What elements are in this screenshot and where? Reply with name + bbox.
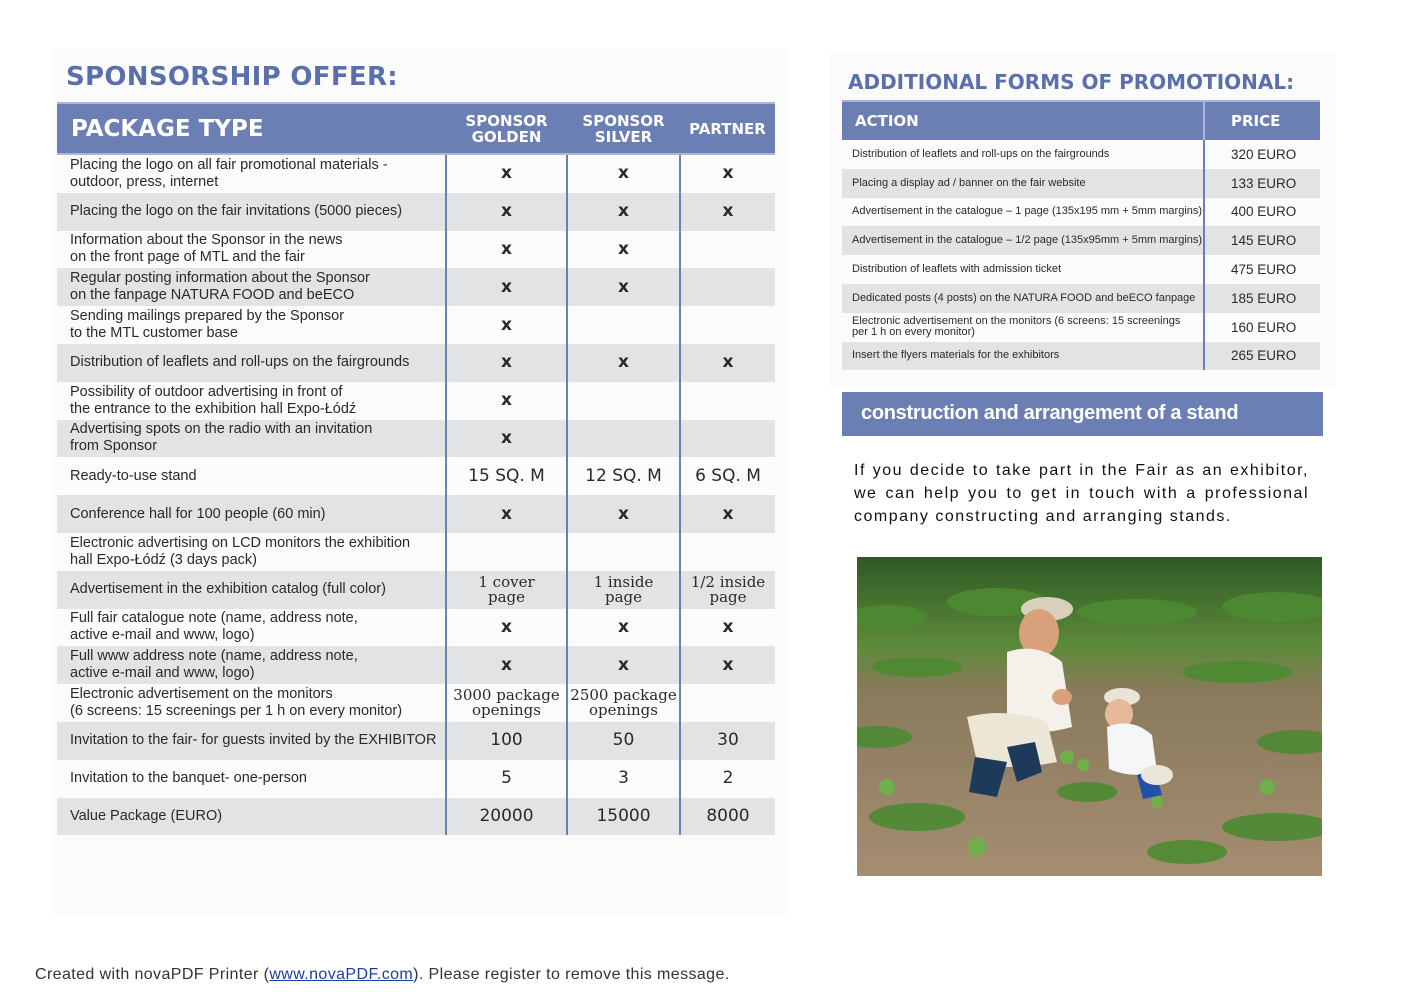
golden-cell: x	[446, 306, 567, 344]
silver-cell: 50	[567, 722, 680, 760]
price-cell: 145 EURO	[1204, 226, 1320, 255]
table-row	[57, 533, 775, 571]
table-row	[57, 154, 775, 193]
table-row	[57, 760, 775, 798]
sponsorship-title: SPONSORSHIP OFFER:	[66, 62, 398, 92]
silver-cell: x	[567, 154, 680, 193]
partner-cell: x	[680, 193, 775, 231]
stand-section-header: construction and arrangement of a stand	[842, 392, 1323, 436]
farm-photo	[857, 557, 1322, 876]
table-row	[842, 342, 1320, 371]
action-cell: Placing a display ad / banner on the fair website	[842, 169, 1204, 198]
partner-cell	[680, 306, 775, 344]
table-row	[57, 344, 775, 382]
partner-cell	[680, 268, 775, 306]
table-row	[842, 198, 1320, 227]
golden-cell: x	[446, 231, 567, 269]
partner-cell: 2	[680, 760, 775, 798]
feature-cell: Value Package (EURO)	[57, 798, 446, 836]
golden-cell: x	[446, 495, 567, 533]
partner-cell: x	[680, 344, 775, 382]
golden-cell: 1 cover page	[446, 571, 567, 609]
feature-cell: Invitation to the fair- for guests invited by the EXHIBITOR	[57, 722, 446, 760]
table-row	[842, 226, 1320, 255]
silver-cell	[567, 306, 680, 344]
table-row	[57, 306, 775, 344]
table-row	[842, 313, 1320, 342]
action-header: ACTION	[842, 101, 1204, 140]
silver-cell: 3	[567, 760, 680, 798]
feature-cell: Information about the Sponsor in the news on the front page of MTL and the fair	[70, 232, 343, 266]
golden-cell: 3000 package openings	[446, 684, 567, 722]
golden-cell: x	[446, 609, 567, 647]
golden-cell: 5	[446, 760, 567, 798]
silver-cell: 15000	[567, 798, 680, 836]
footer-suffix: ). Please register to remove this message.	[413, 966, 730, 983]
golden-cell	[446, 533, 567, 571]
footer-notice	[35, 966, 730, 984]
partner-header: PARTNER	[680, 103, 775, 154]
feature-cell: Advertisement in the exhibition catalog (full color)	[57, 571, 446, 609]
table-row	[57, 609, 775, 647]
partner-cell	[680, 382, 775, 420]
table-row	[57, 722, 775, 760]
table-row	[842, 284, 1320, 313]
sponsorship-table	[57, 102, 775, 835]
stand-description: If you decide to take part in the Fair as an exhibitor, we can help you to get in touch with a professional company constructing and arranging stands.	[854, 462, 1309, 525]
price-cell: 133 EURO	[1204, 169, 1320, 198]
feature-cell: Full fair catalogue note (name, address note, active e-mail and www, logo)	[70, 610, 358, 644]
action-cell: Insert the flyers materials for the exhibitors	[842, 342, 1204, 371]
silver-cell	[567, 382, 680, 420]
partner-cell: x	[680, 495, 775, 533]
table-row	[57, 457, 775, 495]
table-row	[57, 495, 775, 533]
golden-cell: 100	[446, 722, 567, 760]
promotional-table	[842, 100, 1320, 370]
partner-cell: 6 SQ. M	[680, 457, 775, 495]
feature-cell: Advertising spots on the radio with an invitation from Sponsor	[57, 420, 446, 458]
silver-cell: x	[567, 231, 680, 269]
feature-cell: Possibility of outdoor advertising in front of the entrance to the exhibition hall Expo-Łódź	[70, 383, 357, 417]
silver-cell: x	[567, 646, 680, 684]
price-cell: 265 EURO	[1204, 342, 1320, 371]
silver-cell: x	[567, 268, 680, 306]
action-cell: Electronic advertisement on the monitors (6 screens: 15 screenings per 1 h on every monitor)	[852, 315, 1181, 339]
partner-cell	[680, 684, 775, 722]
partner-cell	[680, 420, 775, 458]
feature-cell: Sending mailings prepared by the Sponsor to the MTL customer base	[70, 308, 345, 342]
price-cell: 475 EURO	[1204, 255, 1320, 284]
silver-cell: 12 SQ. M	[567, 457, 680, 495]
silver-cell: x	[567, 344, 680, 382]
table-row	[842, 169, 1320, 198]
golden-cell: x	[446, 382, 567, 420]
partner-cell: x	[680, 646, 775, 684]
table-header-row	[57, 103, 775, 154]
feature-cell: Electronic advertising on LCD monitors the exhibition hall Expo-Łódź (3 days pack)	[70, 534, 411, 568]
table-row	[57, 193, 775, 231]
feature-cell: Electronic advertisement on the monitors (6 screens: 15 screenings per 1 h on every monitor)	[70, 686, 403, 720]
table-row	[57, 420, 775, 458]
footer-prefix: Created with novaPDF Printer (	[35, 966, 270, 983]
price-cell: 400 EURO	[1204, 198, 1320, 227]
silver-cell: x	[567, 193, 680, 231]
price-cell: 185 EURO	[1204, 284, 1320, 313]
promotional-title: ADDITIONAL FORMS OF PROMOTIONAL:	[848, 70, 1295, 94]
table-row	[57, 646, 775, 684]
table-row	[57, 684, 775, 722]
table-row	[57, 268, 775, 306]
action-cell: Distribution of leaflets with admission ticket	[852, 263, 1062, 276]
table-row	[57, 571, 775, 609]
feature-cell: Full www address note (name, address note, active e-mail and www, logo)	[57, 646, 446, 684]
sponsor-golden-header: SPONSOR GOLDEN	[446, 103, 567, 154]
sponsor-silver-header: SPONSOR SILVER	[567, 103, 680, 154]
table-row	[842, 140, 1320, 169]
partner-cell: x	[680, 609, 775, 647]
golden-cell: x	[446, 344, 567, 382]
action-cell: Advertisement in the catalogue – 1/2 page (135x95mm + 5mm margins)	[842, 226, 1204, 255]
partner-cell: x	[680, 154, 775, 193]
silver-cell: 2500 package openings	[567, 684, 680, 722]
novapdf-link[interactable]: www.novaPDF.com	[269, 966, 414, 983]
partner-cell: 30	[680, 722, 775, 760]
action-cell: Advertisement in the catalogue – 1 page (135x195 mm + 5mm margins)	[852, 205, 1203, 218]
golden-cell: 15 SQ. M	[446, 457, 567, 495]
table-header-row	[842, 101, 1320, 140]
package-type-header: PACKAGE TYPE	[57, 103, 446, 154]
farm-photo-illustration	[857, 557, 1322, 876]
partner-cell	[680, 533, 775, 571]
feature-cell: Placing the logo on the fair invitations (5000 pieces)	[57, 193, 446, 231]
golden-cell: x	[446, 646, 567, 684]
feature-cell: Ready-to-use stand	[70, 467, 197, 484]
table-row	[57, 798, 775, 836]
feature-cell: Conference hall for 100 people (60 min)	[57, 495, 446, 533]
golden-cell: x	[446, 193, 567, 231]
golden-cell: x	[446, 268, 567, 306]
price-cell: 160 EURO	[1204, 313, 1320, 342]
action-cell: Distribution of leaflets and roll-ups on the fairgrounds	[852, 147, 1110, 160]
partner-cell: 8000	[680, 798, 775, 836]
silver-cell: x	[567, 609, 680, 647]
action-cell: Dedicated posts (4 posts) on the NATURA FOOD and beECO fanpage	[842, 284, 1204, 313]
feature-cell: Invitation to the banquet- one-person	[70, 770, 307, 787]
golden-cell: 20000	[446, 798, 567, 836]
silver-cell	[567, 533, 680, 571]
table-row	[842, 255, 1320, 284]
partner-cell	[680, 231, 775, 269]
table-row	[57, 231, 775, 269]
price-header: PRICE	[1204, 101, 1320, 140]
golden-cell: x	[446, 154, 567, 193]
golden-cell: x	[446, 420, 567, 458]
silver-cell: x	[567, 495, 680, 533]
table-row	[57, 382, 775, 420]
feature-cell: Distribution of leaflets and roll-ups on the fairgrounds	[57, 344, 446, 382]
feature-cell: Placing the logo on all fair promotional materials - outdoor, press, internet	[70, 156, 388, 190]
silver-cell	[567, 420, 680, 458]
silver-cell: 1 inside page	[567, 571, 680, 609]
price-cell: 320 EURO	[1204, 140, 1320, 169]
feature-cell: Regular posting information about the Sponsor on the fanpage NATURA FOOD and beECO	[57, 268, 446, 306]
partner-cell: 1/2 inside page	[680, 571, 775, 609]
